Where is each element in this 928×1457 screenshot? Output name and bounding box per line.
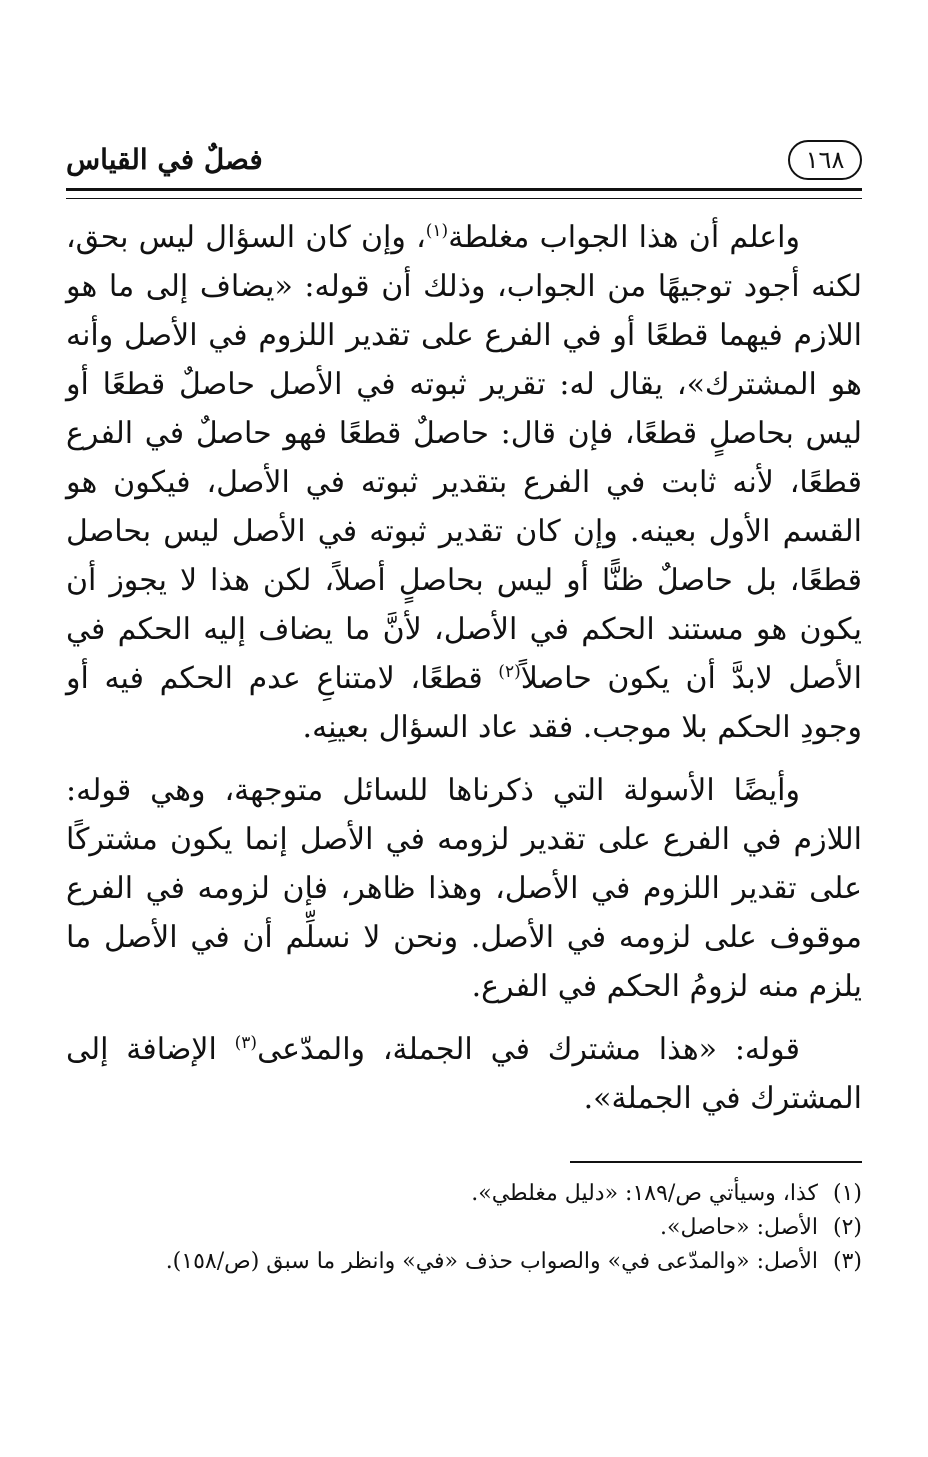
footnote-2: [66, 1211, 862, 1245]
paragraph-3-text-b: الإضافة إلى المشترك في الجملة».: [66, 1032, 862, 1116]
footnote-1-text: كذا، وسيأتي ص/١٨٩: «دليل مغلطي».: [471, 1181, 818, 1206]
paragraph-1: [66, 213, 862, 752]
footnote-ref-3: (٣): [234, 1033, 258, 1053]
footnote-separator: [570, 1161, 862, 1163]
paragraph-3-text-a: قوله: «هذا مشترك في الجملة، والمدّعى: [257, 1032, 800, 1067]
footnote-1-marker: (١): [832, 1181, 862, 1206]
paragraph-1-text-a: واعلم أن هذا الجواب مغلطة: [448, 220, 800, 255]
footnote-3-marker: (٣): [832, 1249, 862, 1274]
body-text: [66, 213, 862, 1123]
footnote-2-text: الأصل: «حاصل».: [660, 1215, 818, 1240]
book-page: [66, 130, 862, 1330]
footnote-3-text: الأصل: «والمدّعى في» والصواب حذف «في» وانظر ما سبق (ص/١٥٨).: [165, 1249, 818, 1274]
footnotes: [66, 1177, 862, 1279]
chapter-title: فصلٌ في القياس: [66, 143, 263, 176]
page-number: ١٦٨: [788, 140, 862, 180]
footnote-ref-2: (٢): [498, 662, 521, 682]
paragraph-3: [66, 1025, 862, 1123]
paragraph-1-text-c: قطعًا، لامتناعِ عدم الحكم فيه أو وجودِ الحكم بلا موجب. فقد عاد السؤال بعينِه.: [66, 661, 862, 745]
footnote-3: [66, 1245, 862, 1279]
paragraph-1-text-b: ، وإن كان السؤال ليس بحق، لكنه أجود توجيهًا من الجواب، وذلك أن قوله: «يضاف إلى ما هو اللازم فيهما قطعًا أو في الفرع على تقدير اللزوم في الأصل وأنه هو المشترك»، يقال له: تقرير ثبوته في الأصل حاصلٌ قطعًا أو ليس بحاصلٍ قطعًا، فإن قال: حاصلٌ قطعًا فهو حاصلٌ في الفرع قطعًا، لأنه ثابت في الفرع بتقدير ثبوته في الأصل، فيكون هو القسم الأول بعينه. وإن كان تقدير ثبوته في الأصل ليس بحاصل قطعًا، بل حاصلٌ ظنًّا أو ليس بحاصلٍ أصلاً، لكن هذا لا يجوز أن يكون هو مستند الحكم في الأصل، لأنَّ ما يضاف إليه الحكم في الأصل لابدَّ أن يكون حاصلاً: [66, 220, 862, 696]
footnote-ref-1: (١): [425, 221, 449, 241]
footnote-1: [66, 1177, 862, 1211]
footnote-2-marker: (٢): [832, 1215, 862, 1240]
paragraph-2: وأيضًا الأسولة التي ذكرناها للسائل متوجهة، وهي قوله: اللازم في الفرع على تقدير لزومه في الأصل إنما يكون مشتركًا على تقدير اللزوم في الأصل، وهذا ظاهر، فإن لزومه في الفرع موقوف على لزومه في الأصل. ونحن لا نسلِّم أن في الأصل ما يلزم منه لزومُ الحكم في الفرع.: [66, 773, 862, 1004]
running-header: [66, 130, 862, 188]
header-rule: [66, 188, 862, 199]
